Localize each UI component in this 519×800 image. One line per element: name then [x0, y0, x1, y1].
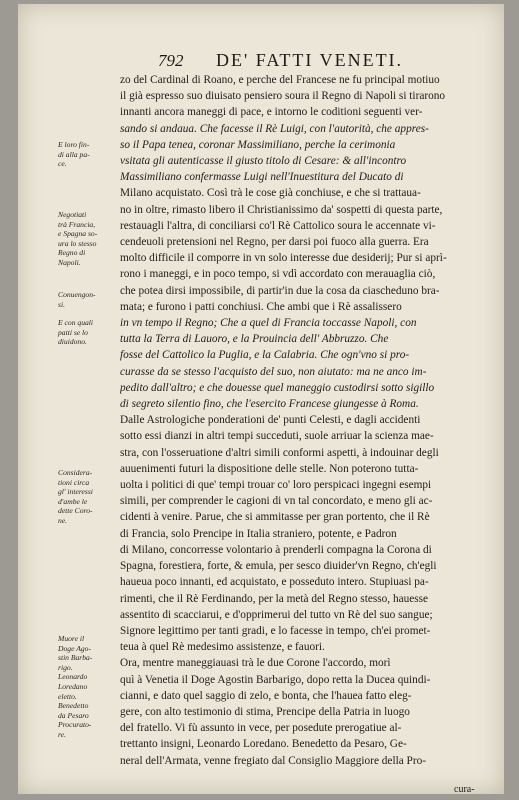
text-line: quì à Venetia il Doge Agostin Barbarigo, dopo retta la Ducea quindi-	[120, 673, 431, 686]
text-line: trettanto insigni, Leonardo Loredano. Benedetto da Pesaro, Ge-	[120, 738, 407, 751]
text-line: vsitata gli autenticasse il giusto titolo di Cesare: & all'incontro	[120, 155, 407, 168]
text-line: Dalle Astrologiche ponderationi de' punti Celesti, e dagli accidenti	[120, 414, 421, 427]
text-line: cianni, e dato quel saggio di zelo, e bonta, che l'hauea fatto eleg-	[120, 689, 412, 702]
catchword: cura-	[454, 784, 475, 795]
text-line: mata; e furono i patti conchiusi. Che ambi que i Rè assalissero	[120, 300, 402, 313]
text-line: stra, con l'osseruatione d'altri simili conformi aspetti, à indouinar degli	[120, 446, 439, 459]
margin-note-terms: E con quali patti se lo diuidono.	[58, 318, 94, 347]
main-text-block	[120, 72, 492, 769]
text-line: Ora, mentre maneggiauasi trà le due Corone l'accordo, morì	[120, 657, 391, 670]
text-line: pedito dall'altro; e che douesse quel maneggio custodirsi sotto sigillo	[120, 381, 435, 394]
text-line: il già espresso suo diuisato pensiero soura il Regno di Napoli si tirarono	[120, 90, 446, 103]
text-line: in vn tempo il Regno; Che a quel di Francia toccasse Napoli, con	[120, 317, 417, 330]
text-line: Signore legittimo per tanti gradi, e lo facesse in tempo, ch'ei promet-	[120, 624, 431, 637]
text-line: sotto essi dianzi in altri tempi succeduti, suole arriuar la scienza mae-	[120, 430, 434, 443]
text-line: neral dell'Armata, venne fregiato dal Consiglio Maggiore della Pro-	[120, 754, 427, 767]
margin-note-negotiations: Negotiati trà Francia, e Spagna so- ura lo stesso Regno di Napoli.	[58, 210, 98, 267]
text-line: che potea dirsi impossibile, di partir'in due la cosa da ciascheduno bra-	[120, 284, 440, 297]
text-line: haueua poco innanti, ed acquistato, e posseduto intero. Stupiuasi pa-	[120, 576, 429, 589]
text-line: no in oltre, rimasto libero il Christianissimo da' sospetti di questa parte,	[120, 203, 443, 216]
text-line: innanti ancora maneggi di pace, e intorno le coditioni seguenti ver-	[120, 106, 423, 119]
text-line: tutta la Terra di Lauoro, e la Prouincia dell' Abbruzzo. Che	[120, 333, 389, 346]
text-line: Massimiliano confermasse Luigi nell'Inuestitura del Ducato di	[120, 171, 404, 184]
margin-note-agreement: Conuengon- si.	[58, 290, 96, 309]
text-line: sando si andaua. Che facesse il Rè Luigi, con l'autorità, che appres-	[120, 122, 429, 135]
margin-note-peace: E loro fin- di alla pa- ce.	[58, 140, 90, 169]
text-line: cidenti à venire. Parue, che si ammitasse per gran portento, che il Rè	[120, 511, 430, 524]
text-line: fosse del Cattolico la Puglia, e la Calabria. Che ogn'vno si pro-	[120, 349, 410, 362]
text-line: di Milano, concorresse volontario à prenderli compagna la Corona di	[120, 543, 432, 556]
page-number: 792	[158, 51, 184, 70]
margin-note-doge-death: Muore il Doge Ago- stin Barba- rigo. Leonardo Loredano eletto. Benedetto da Pesaro Procurato- re.	[58, 634, 93, 739]
text-line: molto difficile il comporre in vn solo interesse due desiderij; Pur si aprì-	[120, 252, 447, 265]
text-line: teua à quel Rè medesimo assistenze, e fauori.	[120, 641, 325, 654]
margin-note-considerations: Considera- tioni circa gl' interessi d'ambe le dette Coro- ne.	[58, 468, 93, 525]
text-line: rono i maneggi, e in poco tempo, si vdì accordato con merauaglia ciò,	[120, 268, 436, 281]
text-line: simili, per comprender le cagioni di vn tal concordato, e meno gli ac-	[120, 495, 433, 508]
text-line: del fratello. Vi fù assunto in vece, per posedute prerogatiue al-	[120, 722, 402, 735]
text-line: di segreto silentio fino, che l'esercito Francese giungesse à Roma.	[120, 398, 419, 411]
text-line: assentito di scacciarui, e d'opprimerui del tutto vn Rè del suo sangue;	[120, 608, 433, 621]
text-line: uolta i politici di que' tempi trouar co' loro perspicaci ingegni esempi	[120, 479, 432, 492]
text-line: di Francia, solo Prencipe in Italia straniero, potente, e Padron	[120, 527, 397, 540]
text-line: zo del Cardinal di Roano, e perche del Francese ne fu principal motiuo	[120, 74, 440, 86]
text-line: curasse da se stesso l'acquisto del suo, non aiutato: ma ne anco im-	[120, 365, 427, 378]
text-line: gere, con alto testimonio di stima, Prencipe della Patria in luogo	[120, 705, 410, 718]
text-line: cendeuoli pretensioni nel Regno, per darsi poi fuoco alla guerra. Era	[120, 236, 429, 249]
text-line: Milano acquistato. Così trà le cose già conchiuse, e che si trattaua-	[120, 187, 421, 200]
text-line: auuenimenti futuri la dispositione delle stelle. Non poterono tutta-	[120, 462, 419, 475]
text-line: Spagna, forestiera, forte, & emula, per sesco diuider'vn Regno, ch'egli	[120, 560, 437, 573]
running-title: DE' FATTI VENETI.	[216, 50, 404, 70]
text-line: rimenti, che il Rè Ferdinando, per la metà del Regno stesso, hauesse	[120, 592, 429, 605]
text-line: restauagli l'altra, di conciliarsi co'l Rè Cattolico soura le accennate vi-	[120, 219, 436, 232]
text-line: so il Papa tenea, coronar Massimiliano, perche la cerimonia	[120, 138, 396, 151]
